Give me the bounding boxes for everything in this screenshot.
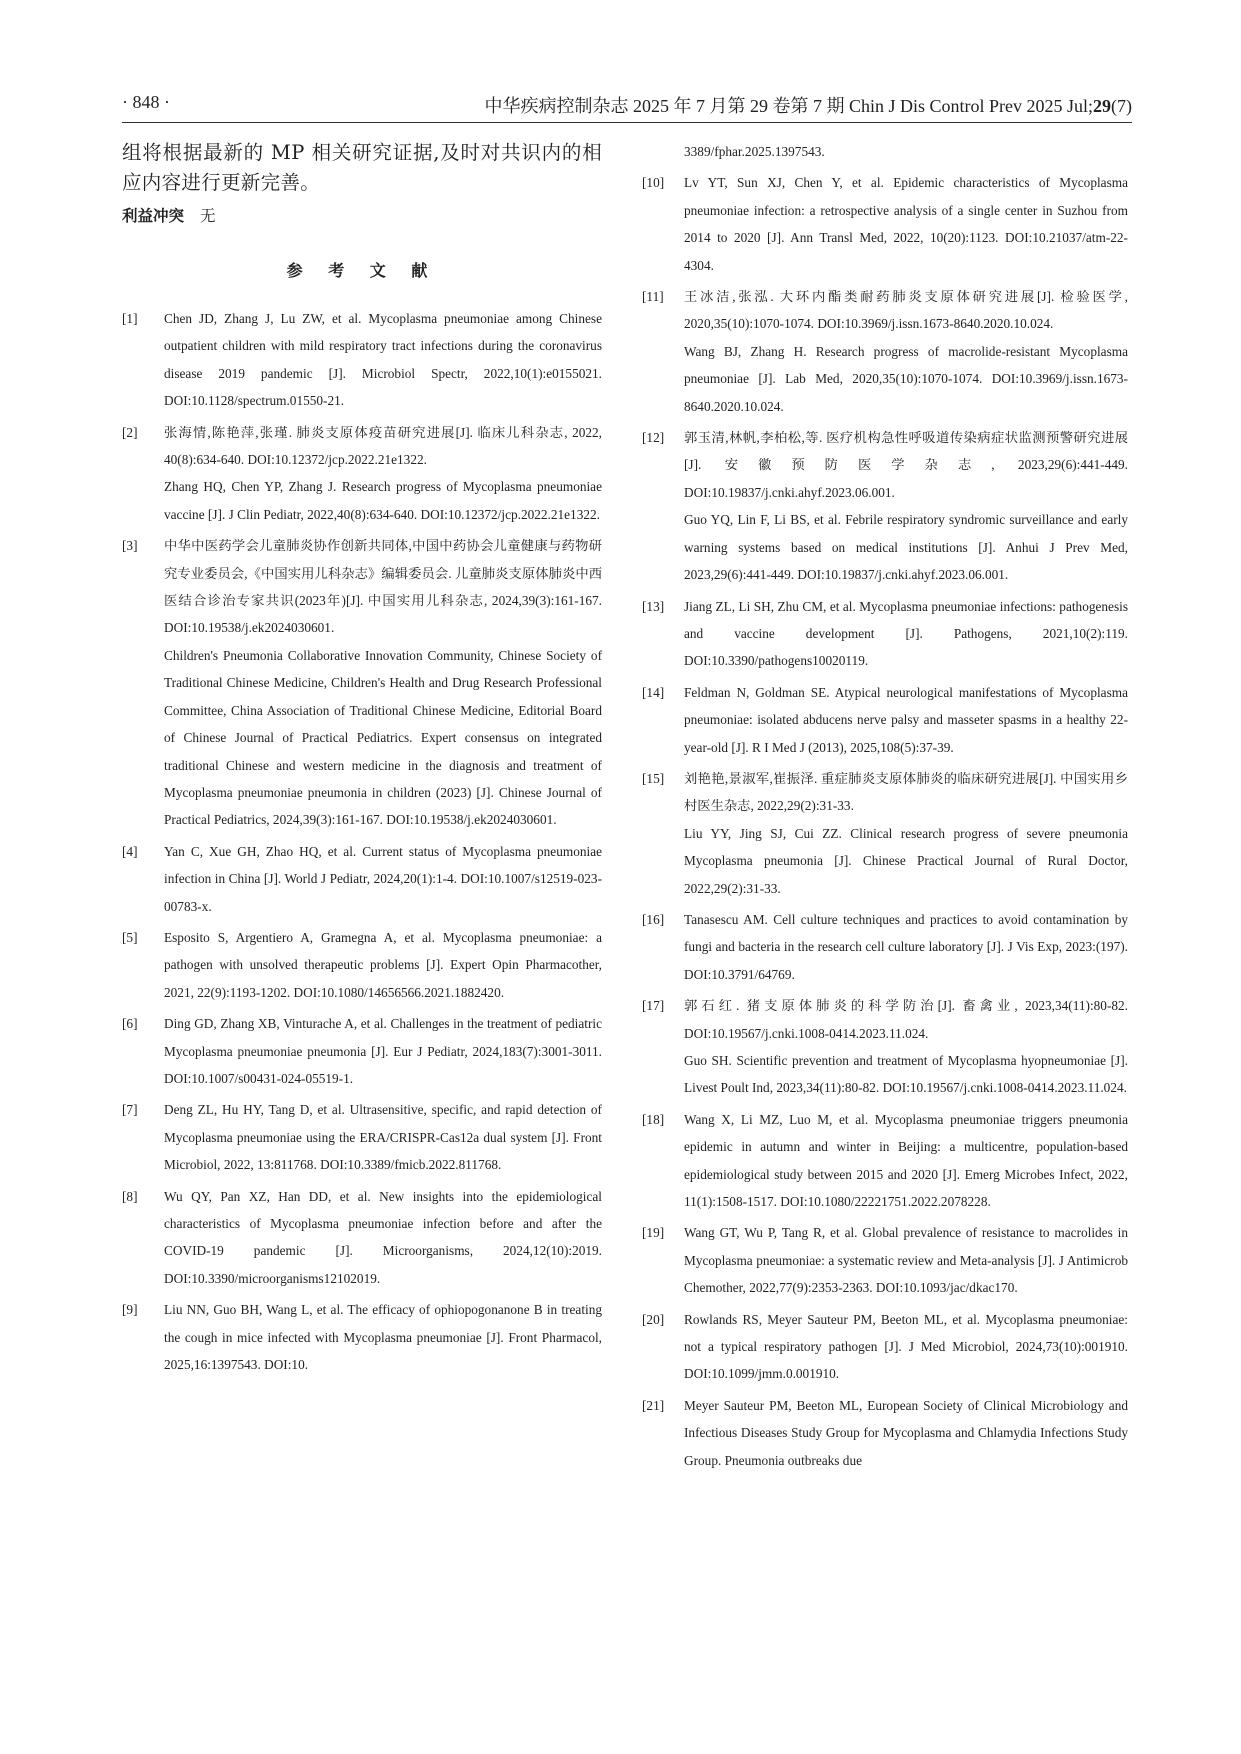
reference-body	[164, 838, 602, 920]
reference-text: Yan C, Xue GH, Zhao HQ, et al. Current status of Mycoplasma pneumoniae infection in China [J]. World J Pediatr, 2024,20(1):1-4. DOI:10.1007/s12519-023-00783-x.	[164, 843, 602, 914]
reference-item	[642, 906, 1128, 988]
reference-text: Wang X, Li MZ, Luo M, et al. Mycoplasma pneumoniae triggers pneumonia epidemic in autumn and winter in Beijing: a multicentre, population-based epidemiological study between 2015 and 2020 [J]. Emerg Microbes Infect, 2022, 11(1):1508-1517. DOI:10.1080/22221751.2022.2078228.	[684, 1111, 1128, 1210]
reference-number: [12]	[642, 430, 665, 446]
reference-text: Children's Pneumonia Collaborative Innovation Community, Chinese Society of Traditional Chinese Medicine, Children's Health and Drug Research Professional Committee, China Association of Traditional Chinese Medicine, Editorial Board of Chinese Journal of Practical Pediatrics. Expert consensus on integrated traditional Chinese and western medicine in the diagnosis and treatment of Mycoplasma pneumoniae pneumonia in children (2023) [J]. Chinese Journal of Practical Pediatrics, 2024,39(3):161-167. DOI:10.19538/j.ek2024030601.	[164, 647, 602, 828]
reference-text: Liu YY, Jing SJ, Cui ZZ. Clinical research progress of severe pneumonia Mycoplasma pneumonia [J]. Chinese Practical Journal of Rural Doctor, 2022,29(2):31-33.	[684, 825, 1128, 896]
reference-number: [10]	[642, 175, 665, 191]
reference-text: Deng ZL, Hu HY, Tang D, et al. Ultrasensitive, specific, and rapid detection of Mycoplasma pneumoniae using the ERA/CRISPR-Cas12a dual system [J]. Front Microbiol, 2022, 13:811768. DOI:10.3389/fmicb.2022.811768.	[164, 1102, 602, 1173]
reference-body	[684, 1392, 1128, 1474]
reference-item	[642, 1106, 1128, 1216]
reference-body	[684, 765, 1128, 902]
left-column	[122, 138, 602, 1382]
reference-text: Chen JD, Zhang J, Lu ZW, et al. Mycoplasma pneumoniae among Chinese outpatient children with mild respiratory tract infections during the coronavirus disease 2019 pandemic [J]. Microbiol Spectr, 2022,10(1):e0155021. DOI:10.1128/spectrum.01550-21.	[164, 311, 602, 409]
reference-number: [13]	[642, 598, 665, 614]
reference-body	[684, 424, 1128, 588]
reference-body	[164, 419, 602, 529]
reference-text: 郭石红. 猪支原体肺炎的科学防治[J]. 畜禽业, 2023,34(11):80-82. DOI:10.19567/j.cnki.1008-0414.2023.11.024.	[684, 998, 1128, 1041]
reference-number: [2]	[122, 424, 138, 440]
running-header	[122, 92, 1132, 123]
reference-item	[642, 992, 1128, 1102]
reference-item	[122, 1296, 602, 1378]
reference-item	[122, 838, 602, 920]
reference-number: [6]	[122, 1016, 138, 1032]
reference-number: [18]	[642, 1111, 665, 1127]
reference-item	[122, 305, 602, 415]
references-heading: 参 考 文 献	[286, 261, 438, 280]
reference-text: 郭玉清,林帆,李柏松,等. 医疗机构急性呼吸道传染病症状监测预警研究进展[J]. 安徽预防医学杂志, 2023,29(6):441-449. DOI:10.19837/j.cnki.ahyf.2023.06.001.	[684, 430, 1128, 500]
reference-text: Tanasescu AM. Cell culture techniques and practices to avoid contamination by fungi and bacteria in the research cell culture laboratory [J]. J Vis Exp, 2023:(197). DOI:10.3791/64769.	[684, 911, 1128, 982]
reference-item	[122, 1010, 602, 1092]
reference-text: Lv YT, Sun XJ, Chen Y, et al. Epidemic characteristics of Mycoplasma pneumoniae infection: a retrospective analysis of a single center in Suzhou from 2014 to 2020 [J]. Ann Transl Med, 2022, 10(20):1123. DOI:10.21037/atm-22-4304.	[684, 175, 1128, 273]
reference-number: [1]	[122, 311, 138, 326]
reference-body	[164, 1296, 602, 1378]
reference-item	[642, 169, 1128, 279]
reference-item	[122, 1183, 602, 1293]
reference-item	[642, 765, 1128, 902]
reference-number: [8]	[122, 1188, 138, 1204]
reference-number: [14]	[642, 684, 665, 700]
reference-item	[122, 419, 602, 529]
reference-body	[684, 1219, 1128, 1301]
reference-number: [7]	[122, 1102, 138, 1118]
reference-item	[122, 532, 602, 833]
reference-item	[642, 283, 1128, 420]
reference-text: Esposito S, Argentiero A, Gramegna A, et al. Mycoplasma pneumoniae: a pathogen with unsolved therapeutic problems [J]. Expert Opin Pharmacother, 2021, 22(9):1193-1202. DOI:10.1080/14656566.2021.1882420.	[164, 929, 602, 1000]
page-number: · 848 ·	[122, 92, 170, 112]
reference-list-left	[122, 305, 602, 1378]
reference-number: [19]	[642, 1225, 665, 1241]
reference-number: [20]	[642, 1311, 665, 1327]
reference-body	[164, 924, 602, 1006]
reference-item	[642, 679, 1128, 761]
reference-number: [16]	[642, 911, 665, 927]
reference-body	[684, 1106, 1128, 1216]
reference-number: [5]	[122, 929, 138, 945]
journal-citation: 中华疾病控制杂志 2025 年 7 月第 29 卷第 7 期 Chin J Dis Control Prev 2025 Jul;29(7)	[484, 96, 1132, 116]
reference-text: Liu NN, Guo BH, Wang L, et al. The efficacy of ophiopogonanone B in treating the cough in mice infected with Mycoplasma pneumoniae [J]. Front Pharmacol, 2025,16:1397543. DOI:10.	[164, 1302, 602, 1373]
reference-continuation: 3389/fphar.2025.1397543.	[684, 144, 825, 159]
reference-text: Ding GD, Zhang XB, Vinturache A, et al. Challenges in the treatment of pediatric Mycoplasma pneumoniae pneumonia [J]. Eur J Pediatr, 2024,183(7):3001-3011. DOI:10.1007/s00431-024-05519-1.	[164, 1016, 602, 1086]
reference-body	[164, 1183, 602, 1293]
reference-item	[642, 1306, 1128, 1388]
reference-body	[684, 1306, 1128, 1388]
right-column	[642, 138, 1128, 1478]
reference-text: Meyer Sauteur PM, Beeton ML, European Society of Clinical Microbiology and Infectious Diseases Study Group for Mycoplasma and Chlamydia Infections Study Group. Pneumonia outbreaks due	[684, 1397, 1128, 1468]
reference-body	[684, 679, 1128, 761]
reference-body	[684, 906, 1128, 988]
reference-number: [9]	[122, 1302, 138, 1318]
reference-text: 中华中医药学会儿童肺炎协作创新共同体,中国中药协会儿童健康与药物研究专业委员会,《中国实用儿科杂志》编辑委员会. 儿童肺炎支原体肺炎中西医结合诊治专家共识(2023年)[J]. 中国实用儿科杂志, 2024,39(3):161-167. DOI:10.19538/j.ek2024030601.	[164, 538, 602, 636]
reference-text: Wang GT, Wu P, Tang R, et al. Global prevalence of resistance to macrolides in Mycoplasma pneumoniae: a systematic review and Meta-analysis [J]. J Antimicrob Chemother, 2022,77(9):2353-2363. DOI:10.1093/jac/dkac170.	[684, 1225, 1128, 1296]
reference-body	[684, 169, 1128, 279]
reference-text: 张海情,陈艳萍,张瑾. 肺炎支原体疫苗研究进展[J]. 临床儿科杂志, 2022, 40(8):634-640. DOI:10.12372/jcp.2022.21e1322.	[164, 424, 602, 468]
reference-number: [15]	[642, 770, 665, 786]
reference-text: Guo YQ, Lin F, Li BS, et al. Febrile respiratory syndromic surveillance and early warning systems based on medical institutions [J]. Anhui J Prev Med, 2023,29(6):441-449. DOI:10.19837/j.cnki.ahyf.2023.06.001.	[684, 512, 1128, 583]
reference-number: [4]	[122, 843, 138, 859]
reference-text: Zhang HQ, Chen YP, Zhang J. Research progress of Mycoplasma pneumoniae vaccine [J]. J Clin Pediatr, 2022,40(8):634-640. DOI:10.12372/jcp.2022.21e1322.	[164, 479, 602, 522]
reference-body	[684, 992, 1128, 1102]
reference-text: 刘艳艳,景淑军,崔振泽. 重症肺炎支原体肺炎的临床研究进展[J]. 中国实用乡村医生杂志, 2022,29(2):31-33.	[684, 770, 1128, 814]
reference-text: Wang BJ, Zhang H. Research progress of macrolide-resistant Mycoplasma pneumoniae [J]. Lab Med, 2020,35(10):1070-1074. DOI:10.3969/j.issn.1673-8640.2020.10.024.	[684, 343, 1128, 414]
reference-number: [11]	[642, 289, 664, 305]
reference-body	[164, 532, 602, 833]
reference-body	[684, 283, 1128, 420]
reference-text: Rowlands RS, Meyer Sauteur PM, Beeton ML, et al. Mycoplasma pneumoniae: not a typical respiratory pathogen [J]. J Med Microbiol, 2024,73(10):001910. DOI:10.1099/jmm.0.001910.	[684, 1311, 1128, 1382]
reference-number: [21]	[642, 1397, 665, 1413]
conflict-label: 利益冲突	[122, 207, 185, 225]
reference-text: 王冰洁,张泓. 大环内酯类耐药肺炎支原体研究进展[J]. 检验医学, 2020,35(10):1070-1074. DOI:10.3969/j.issn.1673-8640.2020.10.024.	[684, 289, 1128, 332]
reference-item	[122, 924, 602, 1006]
reference-body	[164, 1010, 602, 1092]
reference-text: Guo SH. Scientific prevention and treatment of Mycoplasma hyopneumoniae [J]. Livest Poult Ind, 2023,34(11):80-82. DOI:10.19567/j.cnki.1008-0414.2023.11.024.	[684, 1053, 1128, 1096]
reference-item	[642, 593, 1128, 675]
reference-item	[642, 1392, 1128, 1474]
reference-text: Jiang ZL, Li SH, Zhu CM, et al. Mycoplasma pneumoniae infections: pathogenesis and vaccine development [J]. Pathogens, 2021,10(2):119. DOI:10.3390/pathogens10020119.	[684, 598, 1128, 669]
conflict-of-interest	[122, 204, 602, 226]
volume-number: 29	[1093, 96, 1111, 116]
reference-body	[164, 1096, 602, 1178]
reference-text: Wu QY, Pan XZ, Han DD, et al. New insights into the epidemiological characteristics of Mycoplasma pneumoniae infection before and after the COVID-19 pandemic [J]. Microorganisms, 2024,12(10):2019. DOI:10.3390/microorganisms12102019.	[164, 1188, 602, 1286]
intro-paragraph: 组将根据最新的 MP 相关研究证据,及时对共识内的相应内容进行更新完善。	[122, 141, 602, 194]
reference-item	[642, 1219, 1128, 1301]
reference-item	[642, 424, 1128, 588]
reference-body	[164, 305, 602, 415]
reference-number: [3]	[122, 538, 138, 554]
reference-item	[122, 1096, 602, 1178]
reference-text: Feldman N, Goldman SE. Atypical neurological manifestations of Mycoplasma pneumoniae: isolated abducens nerve palsy and masseter spasms in a healthy 22-year-old [J]. R I Med J (2013), 2025,108(5):37-39.	[684, 684, 1128, 755]
reference-body	[684, 593, 1128, 675]
reference-number: [17]	[642, 998, 665, 1014]
conflict-value: 无	[200, 207, 216, 225]
reference-list-right	[642, 169, 1128, 1474]
